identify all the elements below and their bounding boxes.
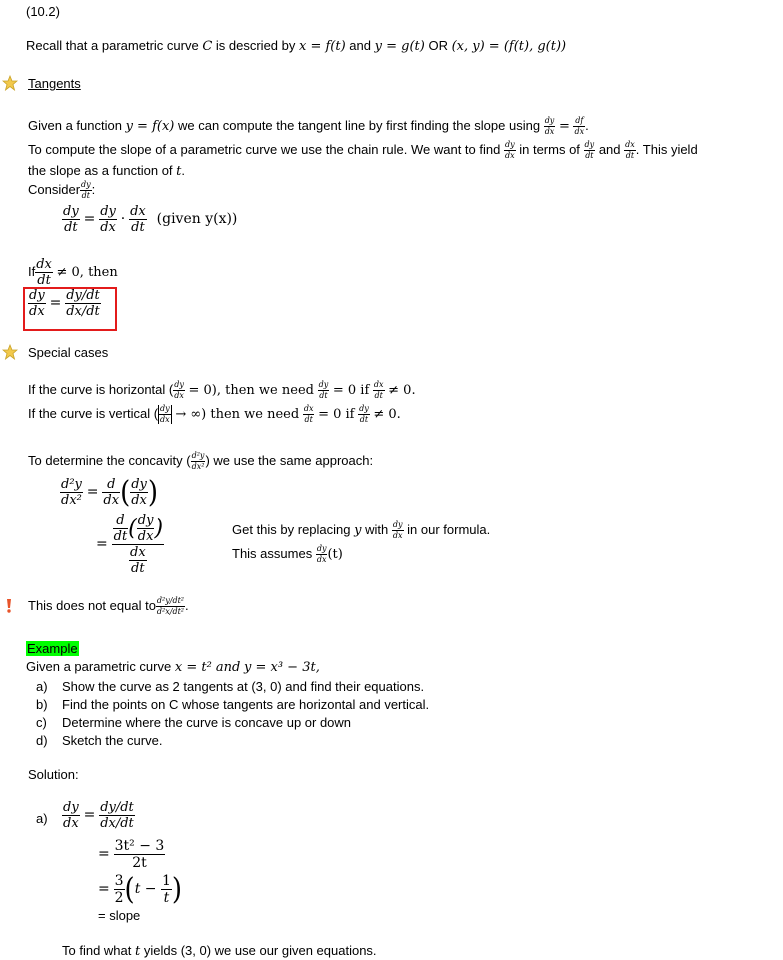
fraction-dy-dx: $\frac{dy}{dx}$ xyxy=(392,520,403,540)
intro-and: and xyxy=(349,38,371,53)
part-a-marker: a) xyxy=(36,811,48,826)
text: Given a parametric curve xyxy=(26,659,172,674)
chain-rule-equation: $\frac{dy}{dt}$ = $\frac{dy}{dx}$ · $\frac{dx}{dt}$ (given y(x)) xyxy=(63,204,238,235)
fraction-dy-dx: $\frac{dy}{dx}$ xyxy=(160,404,170,424)
function-expr: y = f(x) xyxy=(125,118,175,134)
parametric-slope-formula: $\frac{dy}{dx}$ = $\frac{dy/dt}{dx/dt}$ xyxy=(29,288,100,319)
text: If xyxy=(28,263,36,279)
solution-eq-3: = $\frac{3}{2}$ (t − $\frac{1}{t}$ ) xyxy=(98,872,183,907)
y-equation: y = x³ − 3t, xyxy=(244,660,320,675)
intro-line xyxy=(26,38,566,54)
list-item xyxy=(36,696,429,714)
fraction-df-dx: $\frac{df}{dx}$ xyxy=(574,116,585,136)
text: (t) xyxy=(327,546,343,562)
list-item xyxy=(36,732,429,750)
list-text: Find the points on C whose tangents are horizontal and vertical. xyxy=(62,697,430,712)
fraction-dy-dx: $\frac{dy}{dx}$ xyxy=(174,380,184,400)
fraction-d-dx: $\frac{d}{dx}$ xyxy=(103,477,120,508)
text: To determine the concavity ( xyxy=(28,452,191,468)
list-text: Determine where the curve is concave up or down xyxy=(62,715,352,730)
tangents-line-1: Given a function y = f(x) we can compute the tangent line by first finding the slope using $\frac{dy}{dx}$ = $\frac{df}{dx}$ . xyxy=(28,116,589,136)
text: ) we use the same approach: xyxy=(205,452,374,468)
t-symbol: t xyxy=(176,164,182,179)
example-label: Example xyxy=(27,641,78,656)
text: with xyxy=(365,521,389,537)
text: yields (3, 0) we use our given equations. xyxy=(143,943,377,958)
list-text: Show the curve as 2 tangents at (3, 0) and find their equations. xyxy=(62,679,425,694)
tangents-line-3: the slope as a function of t. xyxy=(28,163,186,179)
fraction-dy-dx: $\frac{dy}{dx}$ xyxy=(29,288,45,319)
horizontal-case xyxy=(28,381,416,400)
curve-symbol: C xyxy=(202,39,213,54)
fraction-dy-dx: $\frac{dy}{dx}$ xyxy=(544,116,555,136)
star-icon xyxy=(2,75,18,91)
text: = 0 if xyxy=(332,382,370,398)
exclamation-icon xyxy=(4,598,14,614)
list-marker: b) xyxy=(36,697,48,712)
text: This does not equal to xyxy=(28,597,156,613)
text: If the curve is vertical ( xyxy=(28,405,159,421)
text: = 0), then we need xyxy=(188,382,314,398)
text: in terms of xyxy=(519,141,580,157)
text: To compute the slope of a parametric curve we use the chain rule. We want to find xyxy=(28,141,501,157)
fraction-dx-dt: $\frac{dx}{dt}$ xyxy=(36,257,52,288)
example-list xyxy=(36,678,429,750)
text: we can compute the tangent line by first finding the slope using xyxy=(178,117,541,133)
fraction-3-2: $\frac{3}{2}$ xyxy=(114,873,124,906)
text: . This yield xyxy=(635,141,698,157)
fraction-d2y-dx2: $\frac{\text{d²y}}{\text{dx²}}$ xyxy=(61,477,82,508)
text: = 0 if xyxy=(318,406,355,422)
pair-equation: (x, y) = (f(t), g(t)) xyxy=(451,39,567,54)
fraction-dydt-dxdt: $\frac{dy/dt}{dx/dt}$ xyxy=(100,800,134,831)
warning-line xyxy=(28,597,189,616)
text: the slope as a function of xyxy=(28,163,173,178)
consider-line: Consider $\frac{dy}{dt}$ : xyxy=(28,180,96,200)
fraction-nested: $\frac{d}{dt}$ ( $\frac{dy}{dx}$ ) $\frac{dx}{dt}$ xyxy=(113,513,164,576)
fraction-dx-dt: $\frac{dx}{dt}$ xyxy=(303,404,314,424)
fraction-dx-dt: $\frac{dx}{dt}$ xyxy=(625,140,635,160)
fraction-d2y-dt2-over-d2x-dt2: $\frac{\text{d²y/dt²}}{\text{d²x/dt²}}$ xyxy=(156,596,185,616)
list-text: Sketch the curve. xyxy=(62,733,163,748)
intro-text: Recall that a parametric curve xyxy=(26,38,199,53)
text: This assumes xyxy=(232,545,313,561)
solution-label: Solution: xyxy=(28,767,79,782)
text: If the curve is horizontal ( xyxy=(28,381,174,397)
tangents-heading: Tangents xyxy=(28,76,81,91)
y-equation: y = g(t) xyxy=(374,39,425,54)
fraction-d2y-dx2: $\frac{\text{d²y}}{\text{dx²}}$ xyxy=(191,451,205,471)
text: Given a function xyxy=(28,117,122,133)
fraction-dx-dt: $\frac{dx}{dt}$ xyxy=(373,380,384,400)
text: Consider xyxy=(28,181,81,197)
x-equation: x = f(t) xyxy=(299,39,346,54)
text: in our formula. xyxy=(407,521,491,537)
list-item xyxy=(36,714,429,732)
fraction-dy-dx: $\frac{dy}{dx}$ xyxy=(316,544,327,564)
example-given xyxy=(26,659,320,675)
given-note: (given y(x)) xyxy=(156,211,238,228)
list-marker: d) xyxy=(36,733,48,748)
list-item xyxy=(36,678,429,696)
star-icon xyxy=(2,344,18,360)
final-line xyxy=(62,943,377,959)
special-cases-heading: Special cases xyxy=(28,345,109,360)
condition-text: ≠ 0, then xyxy=(56,264,118,280)
fraction-dy-dx: $\frac{dy}{dx}$ xyxy=(63,800,79,831)
tangents-line-2 xyxy=(28,141,698,160)
condition-line xyxy=(28,258,118,287)
slope-label: = slope xyxy=(98,908,141,923)
vertical-case xyxy=(28,405,401,424)
fraction-dy-dt: $\frac{dy}{dt}$ xyxy=(81,180,91,200)
fraction-dy-dt: $\frac{dy}{dt}$ xyxy=(63,204,79,235)
second-derivative-eq-1: $\frac{\text{d²y}}{\text{dx²}}$ = $\frac{d}{dx}$ ( $\frac{dy}{dx}$ ) xyxy=(61,475,159,510)
fraction-dx-dt: $\frac{dx}{dt}$ xyxy=(130,204,146,235)
text: ≠ 0. xyxy=(388,382,416,398)
fraction-dy-dx: $\frac{dy}{dx}$ xyxy=(131,477,147,508)
list-marker: c) xyxy=(36,715,47,730)
t-symbol: t xyxy=(135,944,141,959)
section-number: (10.2) xyxy=(26,4,60,19)
solution-eq-2: = $\frac{\text{3t² − 3}}{2t}$ xyxy=(98,838,165,871)
text: To find what xyxy=(62,943,132,958)
text: . xyxy=(185,597,189,613)
fraction-dy-dt: $\frac{dy}{dt}$ xyxy=(584,140,595,160)
fraction-dy-dx: $\frac{dy}{dx}$ xyxy=(504,140,515,160)
assumption-note xyxy=(232,545,343,564)
fraction-dy-dx: $\frac{dy}{dx}$ xyxy=(100,204,116,235)
list-marker: a) xyxy=(36,679,48,694)
intro-text-mid: is descried by xyxy=(215,38,296,53)
text: and xyxy=(598,141,621,157)
y-symbol: y xyxy=(354,522,362,538)
solution-eq-1: $\frac{dy}{dx}$ = $\frac{dy/dt}{dx/dt}$ xyxy=(63,800,134,831)
fraction-3t2-3-over-2t: $\frac{\text{3t² − 3}}{2t}$ xyxy=(114,838,165,871)
second-derivative-eq-2: = $\frac{d}{dt}$ ( $\frac{dy}{dx}$ ) $\frac{dx}{dt}$ xyxy=(96,513,164,576)
fraction-dy-dt: $\frac{dy}{dt}$ xyxy=(318,380,329,400)
x-equation: x = t² and xyxy=(174,660,241,675)
text: → ∞) then we need xyxy=(175,406,300,422)
concavity-line xyxy=(28,452,373,471)
fraction-dydt-dxdt: $\frac{dy/dt}{dx/dt}$ xyxy=(66,288,100,319)
fraction-dy-dt: $\frac{dy}{dt}$ xyxy=(359,404,369,424)
intro-or: OR xyxy=(428,38,448,53)
text: ≠ 0. xyxy=(373,406,401,422)
fraction-1-t: $\frac{1}{t}$ xyxy=(161,873,171,906)
text: Get this by replacing xyxy=(232,521,351,537)
replacement-note xyxy=(232,521,490,540)
